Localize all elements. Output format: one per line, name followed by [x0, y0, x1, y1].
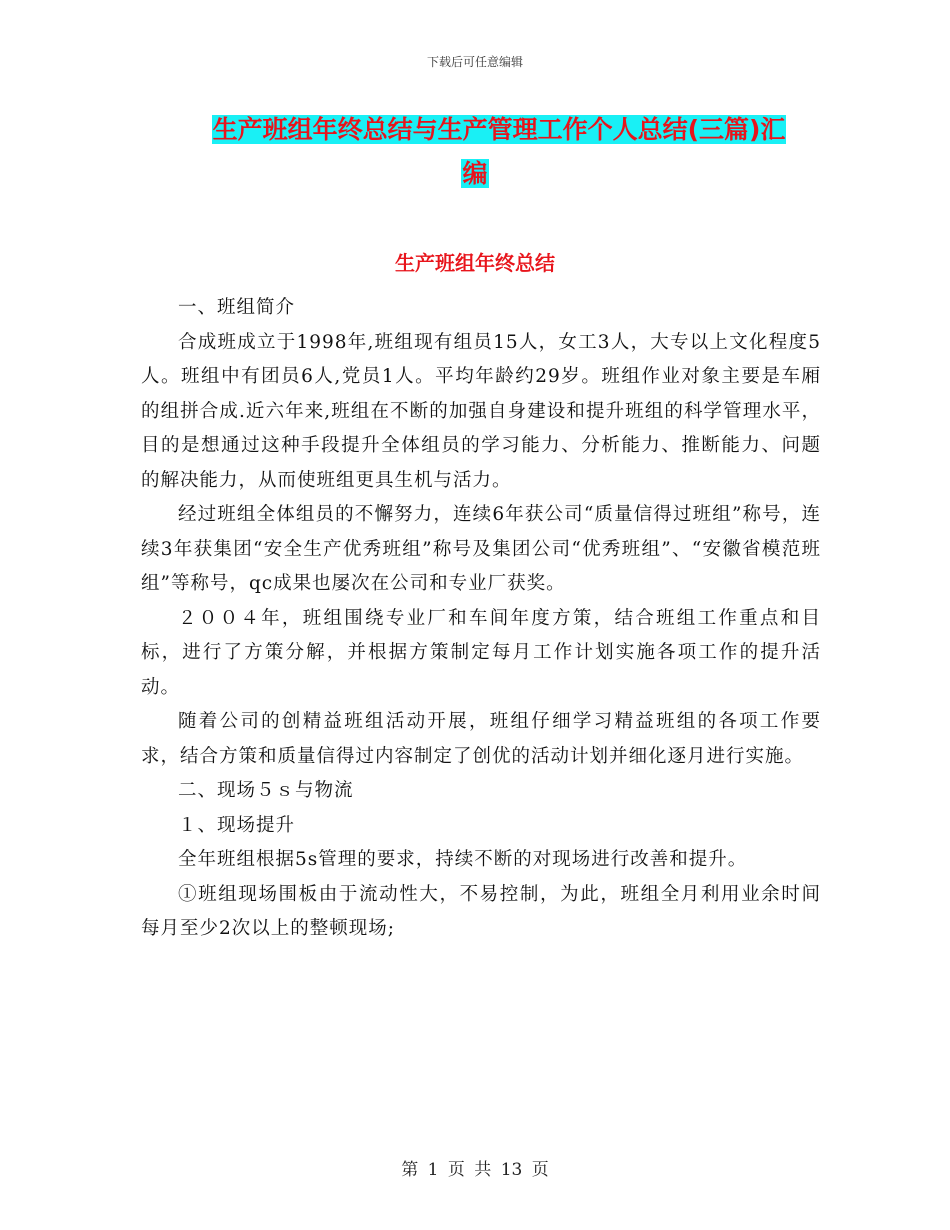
paragraph-2004-plan: ２００４年，班组围绕专业厂和车间年度方策，结合班组工作重点和目标，进行了方策分解，并根据方策制定每月工作计划实施各项工作的提升活动。 [141, 607, 821, 698]
section-title: 生产班组年终总结 [395, 251, 555, 275]
document-title-line-2 [0, 157, 950, 191]
heading-site-improvement: １、现场提升 [178, 814, 296, 836]
header-note: 下载后可任意编辑 [426, 55, 523, 69]
paragraph-site-fence: ①班组现场围板由于流动性大，不易控制，为此，班组全月利用业余时间每月至少2次以上的整顿现场; [141, 883, 821, 939]
paragraph-lean-team: 随着公司的创精益班组活动开展，班组仔细学习精益班组的各项工作要求，结合方策和质量信得过内容制定了创优的活动计划并细化逐月进行实施。 [141, 711, 821, 767]
heading-5s-logistics: 二、现场５ｓ与物流 [178, 780, 354, 801]
page-indicator: 第 1 页 共 13 页 [401, 1160, 549, 1180]
document-title-line-1 [193, 113, 805, 147]
document-title-text-1: 生产班组年终总结与生产管理工作个人总结(三篇)汇 [212, 115, 786, 144]
document-title-text-2: 编 [462, 159, 488, 188]
document-body [141, 291, 821, 947]
heading-team-intro: 一、班组简介 [178, 297, 296, 318]
paragraph-awards: 经过班组全体组员的不懈努力，连续6年获公司“质量信得过班组”称号，连续3年获集团“安全生产优秀班组”称号及集团公司“优秀班组”、“安徽省模范班组”等称号，qc成果也屡次在公司和专业厂获奖。 [141, 504, 821, 594]
paragraph-5s-management: 全年班组根据5s管理的要求，持续不断的对现场进行改善和提升。 [178, 849, 748, 870]
paragraph-team-overview: 合成班成立于1998年,班组现有组员15人，女工3人，大专以上文化程度5人。班组中有团员6人,党员1人。平均年龄约29岁。班组作业对象主要是车厢的组拼合成.近六年来,班组在不断的加强自身建设和提升班组的科学管理水平，目的是想通过这种手段提升全体组员的学习能力、分析能力、推断能力、问题的解决能力，从而使班组更具生机与活力。 [141, 331, 821, 491]
